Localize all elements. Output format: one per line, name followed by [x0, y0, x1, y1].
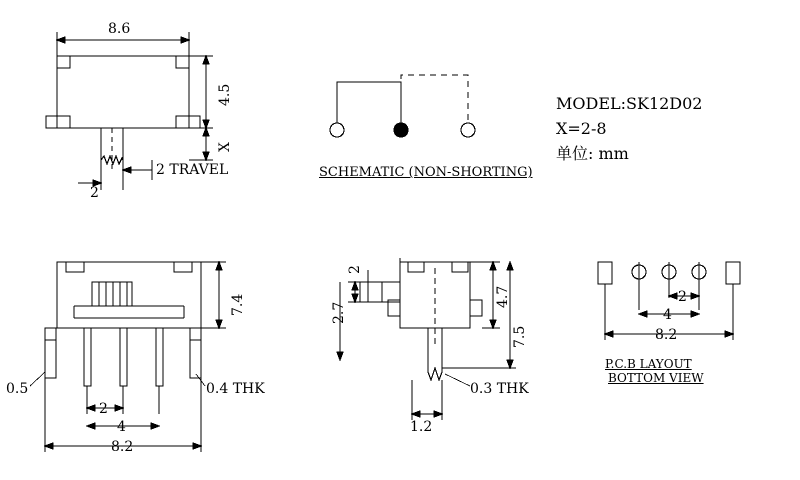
pin: [156, 328, 163, 386]
top-view-travel-label: 2 TRAVEL: [156, 162, 229, 178]
pcb-caption-line1: P.C.B LAYOUT: [605, 357, 692, 371]
units-label: 单位: mm: [556, 144, 629, 163]
top-view-body: [57, 56, 189, 128]
side-view-pin-offset-label: 1.2: [410, 419, 433, 435]
side-view-body-height-label: 4.7: [495, 285, 511, 308]
side-view-thk-label: 0.3 THK: [470, 381, 529, 397]
model-label: MODEL:SK12D02: [556, 94, 703, 113]
front-view-height-label: 7.4: [230, 293, 246, 316]
front-view-width-label: 8.2: [111, 439, 134, 455]
top-view-width-label: 8.6: [108, 21, 131, 37]
pcb-span-label: 4: [663, 307, 672, 323]
pcb-slot: [726, 262, 740, 284]
top-view-height-label: 4.5: [217, 83, 233, 106]
front-view-thk-label: 0.4 THK: [206, 381, 265, 397]
front-view-span-label: 4: [117, 419, 126, 435]
top-view-x-label: X: [217, 142, 233, 152]
travel-range-label: X=2-8: [556, 119, 607, 138]
mount-leg: [190, 328, 201, 378]
schematic-caption: SCHEMATIC (NON-SHORTING): [319, 165, 533, 180]
top-view-stem-label: 2: [90, 185, 99, 201]
front-view-pin-left-label: 0.5: [6, 381, 29, 397]
pcb-width-label: 8.2: [655, 327, 678, 343]
pcb-slot: [598, 262, 612, 284]
side-view-total-height-label: 7.5: [512, 325, 528, 348]
pcb-caption-line2: BOTTOM VIEW: [608, 371, 704, 385]
front-view-pitch-label: 2: [99, 401, 108, 417]
pin: [84, 328, 91, 386]
pin: [120, 328, 127, 386]
side-view-actuator-label: 2: [347, 265, 363, 274]
side-view-actuator-height-label: 2.7: [331, 301, 347, 324]
pcb-pitch-label: 2: [678, 289, 687, 305]
mount-leg: [45, 328, 56, 378]
